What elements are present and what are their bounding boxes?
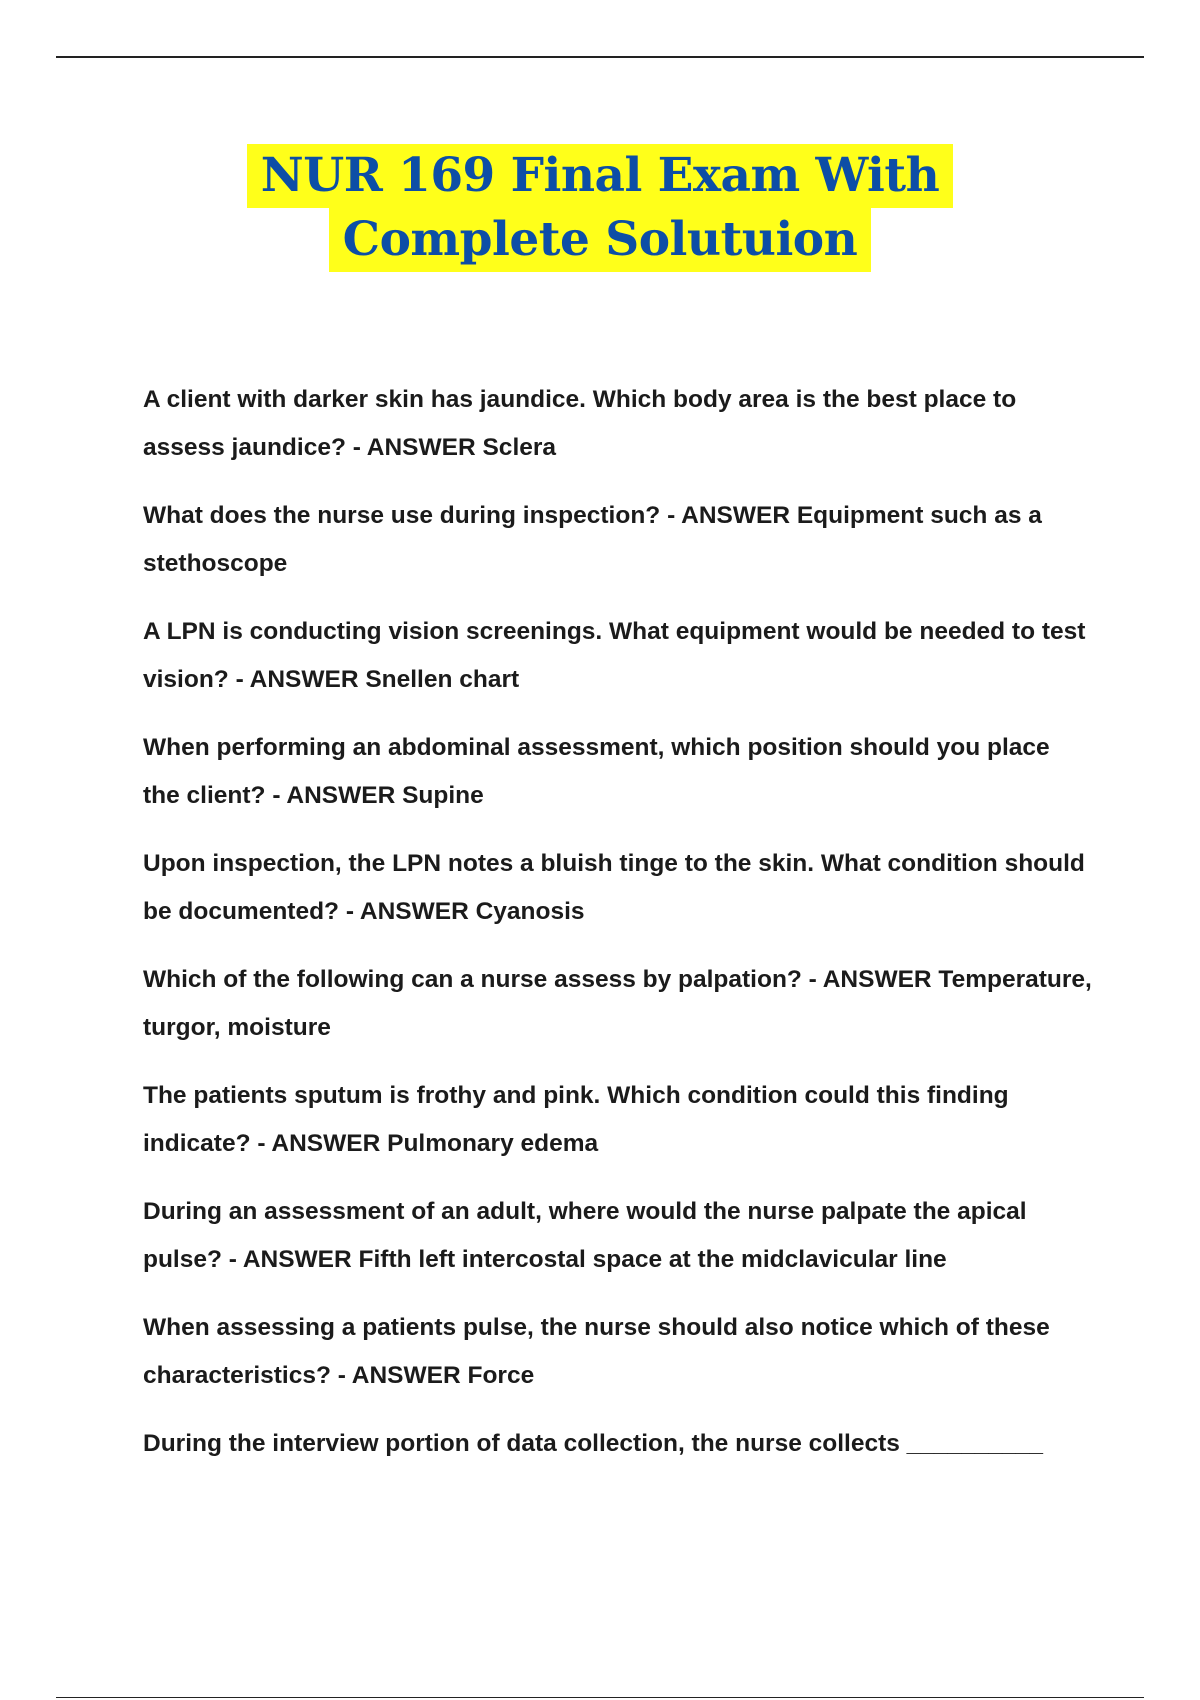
qa-item: During an assessment of an adult, where would the nurse palpate the apical pulse? - ANSWER Fifth left intercostal space at the midclavicular line <box>143 1198 1027 1273</box>
qa-item: The patients sputum is frothy and pink. Which condition could this finding indicate? - ANSWER Pulmonary edema <box>143 1082 1009 1157</box>
top-divider <box>56 56 1144 58</box>
title-line-1: NUR 169 Final Exam With <box>247 144 954 208</box>
qa-item: A client with darker skin has jaundice. Which body area is the best place to assess jaundice? - ANSWER Sclera <box>143 386 1017 461</box>
qa-item: A LPN is conducting vision screenings. What equipment would be needed to test vision? - ANSWER Snellen chart <box>143 618 1086 693</box>
bottom-divider <box>56 1697 1144 1698</box>
document-title <box>0 144 1200 272</box>
qa-item: When performing an abdominal assessment, which position should you place the client? - ANSWER Supine <box>143 734 1050 809</box>
qa-item: What does the nurse use during inspection? - ANSWER Equipment such as a stethoscope <box>143 502 1042 577</box>
qa-item: Which of the following can a nurse assess by palpation? - ANSWER Temperature, turgor, moisture <box>143 966 1092 1041</box>
qa-item: Upon inspection, the LPN notes a bluish tinge to the skin. What condition should be documented? - ANSWER Cyanosis <box>143 850 1085 925</box>
qa-item: When assessing a patients pulse, the nurse should also notice which of these characteristics? - ANSWER Force <box>143 1314 1050 1389</box>
qa-list <box>143 376 1093 1468</box>
qa-item: During the interview portion of data collection, the nurse collects __________ <box>143 1430 1043 1457</box>
title-line-2: Complete Solutuion <box>329 208 872 272</box>
